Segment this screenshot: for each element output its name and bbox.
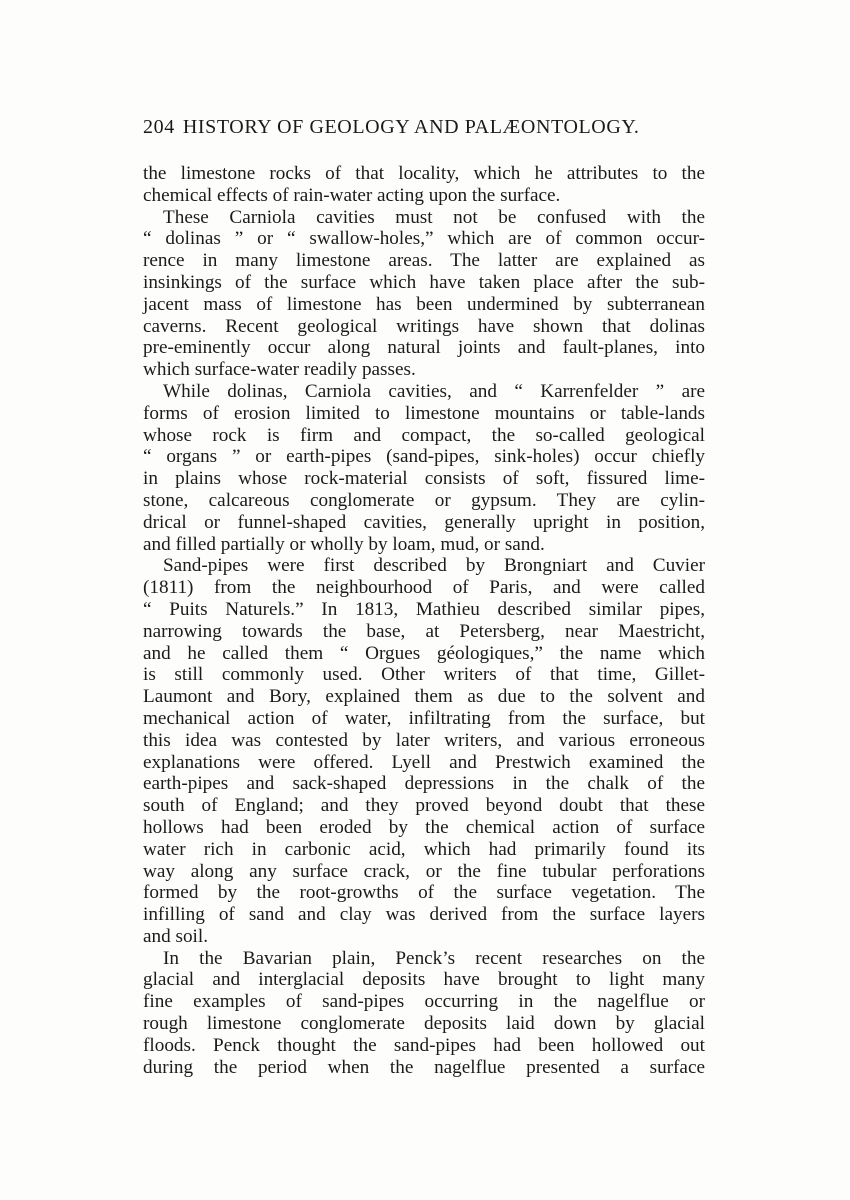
text-line: drical or funnel-shaped cavities, generally upright in position,: [143, 511, 705, 533]
text-line: and soil.: [143, 925, 209, 947]
text-line: fine examples of sand-pipes occurring in the nagelflue or: [143, 991, 705, 1013]
text-line: whose rock is firm and compact, the so-called geological: [143, 424, 705, 446]
running-head: [143, 116, 713, 139]
text-line: insinkings of the surface which have taken place after the sub-: [143, 271, 705, 293]
text-line: jacent mass of limestone has been undermined by subterranean: [143, 293, 705, 315]
paragraph-start-line: These Carniola cavities must not be confused with the: [163, 206, 705, 228]
text-line: infilling of sand and clay was derived from the surface layers: [143, 904, 705, 926]
paragraph-start-line: In the Bavarian plain, Penck’s recent researches on the: [163, 947, 705, 969]
text-line: floods. Penck thought the sand-pipes had been hollowed out: [143, 1034, 705, 1056]
paragraph-start-line: Sand-pipes were first described by Brongniart and Cuvier: [163, 555, 705, 577]
text-line: and he called them “ Orgues géologiques,” the name which: [143, 642, 705, 664]
text-line: way along any surface crack, or the fine tubular perforations: [143, 860, 705, 882]
text-line: in plains whose rock-material consists of soft, fissured lime-: [143, 468, 705, 490]
running-title: HISTORY OF GEOLOGY AND PALÆONTOLOGY.: [182, 116, 640, 138]
text-line: glacial and interglacial deposits have brought to light many: [143, 969, 705, 991]
text-line: “ organs ” or earth-pipes (sand-pipes, sink-holes) occur chiefly: [143, 446, 705, 468]
text-line: pre-eminently occur along natural joints and fault-planes, into: [143, 337, 705, 359]
text-line: and filled partially or wholly by loam, mud, or sand.: [143, 533, 545, 555]
text-line: narrowing towards the base, at Petersberg, near Maestricht,: [143, 620, 705, 642]
text-line: (1811) from the neighbourhood of Paris, and were called: [143, 577, 705, 599]
text-line: rence in many limestone areas. The latter are explained as: [143, 250, 705, 272]
page-number: 204: [143, 116, 175, 138]
text-line: water rich in carbonic acid, which had primarily found its: [143, 838, 705, 860]
text-line: earth-pipes and sack-shaped depressions in the chalk of the: [143, 773, 705, 795]
text-line: during the period when the nagelflue presented a surface: [143, 1056, 705, 1078]
text-line: hollows had been eroded by the chemical action of surface: [143, 816, 705, 838]
paragraph-start-line: While dolinas, Carniola cavities, and “ Karrenfelder ” are: [163, 380, 705, 402]
text-line: rough limestone conglomerate deposits laid down by glacial: [143, 1013, 705, 1035]
text-line: “ Puits Naturels.” In 1813, Mathieu described similar pipes,: [143, 598, 705, 620]
text-line: explanations were offered. Lyell and Prestwich examined the: [143, 751, 705, 773]
body-text: [143, 163, 705, 1078]
text-line: is still commonly used. Other writers of that time, Gillet-: [143, 664, 705, 686]
text-line: mechanical action of water, infiltrating from the surface, but: [143, 707, 705, 729]
text-line: formed by the root-growths of the surface vegetation. The: [143, 882, 705, 904]
text-line: this idea was contested by later writers, and various erroneous: [143, 729, 705, 751]
text-line: which surface-water readily passes.: [143, 359, 416, 381]
text-line: forms of erosion limited to limestone mountains or table-lands: [143, 402, 705, 424]
text-line: stone, calcareous conglomerate or gypsum. They are cylin-: [143, 489, 705, 511]
text-line: caverns. Recent geological writings have shown that dolinas: [143, 315, 705, 337]
text-line: Laumont and Bory, explained them as due to the solvent and: [143, 686, 705, 708]
text-line: the limestone rocks of that locality, which he attributes to the: [143, 163, 705, 184]
text-line: chemical effects of rain-water acting upon the surface.: [143, 184, 561, 206]
text-line: south of England; and they proved beyond doubt that these: [143, 795, 705, 817]
text-line: “ dolinas ” or “ swallow-holes,” which are of common occur-: [143, 228, 705, 250]
